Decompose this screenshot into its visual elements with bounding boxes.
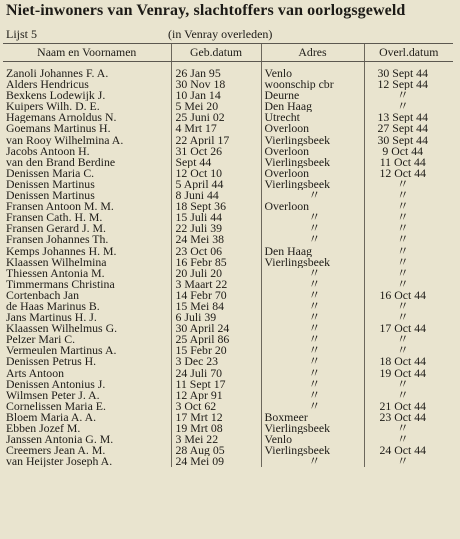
table-row — [3, 168, 453, 179]
cell-adres: 〃 — [261, 301, 364, 312]
table-row — [3, 412, 453, 423]
victims-table — [3, 43, 453, 467]
cell-overl-datum: 27 Sept 44 — [364, 123, 453, 134]
header-geb-datum: Geb.datum — [171, 44, 261, 62]
cell-adres: Deurne — [261, 90, 364, 101]
table-row — [3, 234, 453, 245]
cell-geb-datum: 30 Nov 18 — [171, 79, 261, 90]
cell-adres: Den Haag — [261, 246, 364, 257]
table-row — [3, 268, 453, 279]
cell-overl-datum: 23 Oct 44 — [364, 412, 453, 423]
cell-adres: Overloon — [261, 201, 364, 212]
cell-naam: Cornelissen Maria E. — [6, 400, 106, 412]
cell-naam: de Haas Marinus B. — [6, 300, 100, 313]
cell-geb-datum: 5 Mei 20 — [171, 101, 261, 112]
cell-adres: 〃 — [261, 279, 364, 290]
cell-adres: Boxmeer — [261, 412, 364, 423]
cell-adres: woonschip cbr — [261, 79, 364, 90]
table-row — [3, 279, 453, 290]
cell-naam: Zanoli Johannes F. A. — [6, 66, 109, 80]
cell-adres: 〃 — [261, 268, 364, 279]
cell-overl-datum: 〃 — [364, 456, 453, 467]
header-overl-datum: Overl.datum — [364, 44, 453, 62]
cell-naam: Fransen Gerard J. M. — [6, 223, 106, 235]
cell-adres: 〃 — [261, 401, 364, 412]
cell-naam: Fransen Cath. H. M. — [6, 212, 103, 224]
cell-geb-datum: 15 Mei 84 — [171, 301, 261, 312]
cell-naam: Wilmsen Peter J. A. — [6, 389, 100, 401]
table-row — [3, 179, 453, 190]
cell-naam: Janssen Antonia G. M. — [6, 434, 114, 446]
cell-naam: Denissen Martinus — [6, 190, 95, 202]
cell-adres: 〃 — [261, 334, 364, 345]
cell-geb-datum: 22 April 17 — [171, 135, 261, 146]
cell-naam: Timmermans Christina — [6, 278, 115, 290]
cell-naam: Goemans Martinus H. — [6, 123, 111, 135]
cell-overl-datum: 〃 — [364, 223, 453, 234]
header-adres: Adres — [261, 44, 364, 62]
cell-adres: 〃 — [261, 223, 364, 234]
table-row — [3, 301, 453, 312]
cell-overl-datum: 〃 — [364, 257, 453, 268]
cell-overl-datum: 〃 — [364, 179, 453, 190]
cell-geb-datum: 25 April 86 — [171, 334, 261, 345]
table-row — [3, 79, 453, 90]
header-naam: Naam en Voornamen — [3, 44, 171, 62]
cell-naam: van Rooy Wilhelmina A. — [6, 134, 124, 146]
cell-naam: Denissen Antonius J. — [6, 378, 106, 390]
page-subtitle: (in Venray overleden) — [168, 27, 273, 41]
cell-geb-datum: 24 Mei 38 — [171, 234, 261, 245]
cell-naam: Creemers Jean A. M. — [6, 445, 106, 457]
cell-overl-datum: 〃 — [364, 434, 453, 445]
cell-adres: 〃 — [261, 456, 364, 467]
cell-geb-datum: 20 Juli 20 — [171, 268, 261, 279]
cell-overl-datum: 30 Sept 44 — [364, 135, 453, 146]
cell-overl-datum: 〃 — [364, 190, 453, 201]
cell-adres: Vierlingsbeek — [261, 423, 364, 434]
cell-naam: Arts Antoon — [6, 367, 65, 379]
table-row — [3, 101, 453, 112]
table-row — [3, 334, 453, 345]
table-row — [3, 90, 453, 101]
cell-geb-datum: 17 Mrt 12 — [171, 412, 261, 423]
table-row — [3, 246, 453, 257]
list-number: Lijst 5 — [6, 27, 38, 41]
cell-adres: Utrecht — [261, 112, 364, 123]
cell-geb-datum: 30 April 24 — [171, 323, 261, 334]
cell-naam: van den Brand Berdine — [6, 156, 116, 168]
cell-adres: Venlo — [261, 434, 364, 445]
cell-geb-datum: 8 Juni 44 — [171, 190, 261, 201]
cell-adres: 〃 — [261, 290, 364, 301]
page-title: Niet-inwoners van Venray, slachtoffers van oorlogsgeweld — [6, 2, 406, 19]
cell-overl-datum: 〃 — [364, 246, 453, 257]
cell-adres: Den Haag — [261, 101, 364, 112]
table-row — [3, 434, 453, 445]
cell-overl-datum: 18 Oct 44 — [364, 356, 453, 367]
cell-naam: Cortenbach Jan — [6, 289, 80, 301]
cell-adres: 〃 — [261, 379, 364, 390]
cell-geb-datum: 4 Mrt 17 — [171, 123, 261, 134]
cell-geb-datum: 28 Aug 05 — [171, 445, 261, 456]
cell-adres: 〃 — [261, 312, 364, 323]
table-row — [3, 379, 453, 390]
cell-geb-datum: 31 Oct 26 — [171, 146, 261, 157]
cell-adres: Vierlingsbeek — [261, 179, 364, 190]
cell-overl-datum: 19 Oct 44 — [364, 368, 453, 379]
cell-geb-datum: 24 Mei 09 — [171, 456, 261, 467]
cell-geb-datum: 10 Jan 14 — [171, 90, 261, 101]
cell-geb-datum: Sept 44 — [171, 157, 261, 168]
table-row — [3, 112, 453, 123]
table-row — [3, 190, 453, 201]
cell-geb-datum: 16 Febr 85 — [171, 257, 261, 268]
cell-overl-datum: 〃 — [364, 234, 453, 245]
cell-geb-datum: 19 Mrt 08 — [171, 423, 261, 434]
cell-overl-datum: 30 Sept 44 — [364, 62, 453, 80]
cell-geb-datum: 26 Jan 95 — [171, 62, 261, 80]
table-row — [3, 423, 453, 434]
table-row — [3, 368, 453, 379]
table-row — [3, 390, 453, 401]
cell-adres: Overloon — [261, 146, 364, 157]
cell-geb-datum: 15 Febr 20 — [171, 345, 261, 356]
table-row — [3, 356, 453, 367]
table-row — [3, 345, 453, 356]
cell-adres: Venlo — [261, 62, 364, 80]
cell-geb-datum: 3 Dec 23 — [171, 356, 261, 367]
cell-geb-datum: 12 Apr 91 — [171, 390, 261, 401]
cell-adres: Overloon — [261, 123, 364, 134]
cell-overl-datum: 21 Oct 44 — [364, 401, 453, 412]
cell-naam: Jacobs Antoon H. — [6, 145, 90, 157]
cell-naam: Jans Martinus H. J. — [6, 312, 97, 324]
cell-naam: Fransen Johannes Th. — [6, 234, 109, 246]
cell-geb-datum: 22 Juli 39 — [171, 223, 261, 234]
table-row — [3, 135, 453, 146]
table-row — [3, 401, 453, 412]
cell-naam: Hagemans Arnoldus N. — [6, 112, 117, 124]
cell-overl-datum: 〃 — [364, 212, 453, 223]
cell-overl-datum: 〃 — [364, 279, 453, 290]
table-row — [3, 201, 453, 212]
cell-geb-datum: 15 Juli 44 — [171, 212, 261, 223]
cell-overl-datum: 16 Oct 44 — [364, 290, 453, 301]
cell-naam: Kuipers Wilh. D. E. — [6, 101, 100, 113]
cell-adres: 〃 — [261, 345, 364, 356]
cell-adres: 〃 — [261, 234, 364, 245]
cell-overl-datum: 〃 — [364, 312, 453, 323]
cell-adres: Vierlingsbeek — [261, 445, 364, 456]
cell-geb-datum: 14 Febr 70 — [171, 290, 261, 301]
cell-geb-datum: 3 Mei 22 — [171, 434, 261, 445]
cell-geb-datum: 11 Sept 17 — [171, 379, 261, 390]
cell-geb-datum: 18 Sept 36 — [171, 201, 261, 212]
cell-overl-datum: 〃 — [364, 334, 453, 345]
cell-naam: Pelzer Mari C. — [6, 334, 76, 346]
table-row — [3, 456, 453, 467]
cell-overl-datum: 12 Oct 44 — [364, 168, 453, 179]
cell-geb-datum: 3 Oct 62 — [171, 401, 261, 412]
cell-overl-datum: 〃 — [364, 423, 453, 434]
cell-adres: 〃 — [261, 368, 364, 379]
cell-adres: 〃 — [261, 190, 364, 201]
cell-adres: Vierlingsbeek — [261, 257, 364, 268]
cell-geb-datum: 3 Maart 22 — [171, 279, 261, 290]
table-row — [3, 290, 453, 301]
table-row — [3, 157, 453, 168]
cell-adres: 〃 — [261, 390, 364, 401]
cell-naam: Fransen Antoon M. M. — [6, 201, 114, 213]
cell-naam: Kemps Johannes H. M. — [6, 245, 117, 257]
cell-overl-datum: 〃 — [364, 268, 453, 279]
cell-overl-datum: 24 Oct 44 — [364, 445, 453, 456]
table-row — [3, 212, 453, 223]
cell-naam: Klaassen Wilhelmus G. — [6, 323, 118, 335]
cell-adres: 〃 — [261, 323, 364, 334]
table-header-row — [3, 44, 453, 62]
table-row — [3, 123, 453, 134]
cell-naam: Bloem Maria A. A. — [6, 411, 97, 423]
table-row — [3, 146, 453, 157]
table-row — [3, 312, 453, 323]
cell-overl-datum: 〃 — [364, 101, 453, 112]
table-row — [3, 223, 453, 234]
cell-naam: Ebben Jozef M. — [6, 423, 81, 435]
cell-naam: van Heijster Joseph A. — [6, 456, 113, 468]
cell-geb-datum: 12 Oct 10 — [171, 168, 261, 179]
table-row — [3, 323, 453, 334]
cell-overl-datum: 12 Sept 44 — [364, 79, 453, 90]
table-body — [3, 62, 453, 468]
cell-adres: Vierlingsbeek — [261, 135, 364, 146]
cell-overl-datum: 〃 — [364, 301, 453, 312]
cell-geb-datum: 6 Juli 39 — [171, 312, 261, 323]
cell-adres: 〃 — [261, 356, 364, 367]
cell-overl-datum: 〃 — [364, 90, 453, 101]
cell-adres: 〃 — [261, 212, 364, 223]
cell-naam: Alders Hendricus — [6, 79, 89, 91]
cell-overl-datum: 11 Oct 44 — [364, 157, 453, 168]
cell-naam: Denissen Maria C. — [6, 167, 95, 179]
cell-overl-datum: 9 Oct 44 — [364, 146, 453, 157]
table-row — [3, 257, 453, 268]
cell-naam: Thiessen Antonia M. — [6, 267, 105, 279]
cell-overl-datum: 〃 — [364, 345, 453, 356]
cell-naam: Bexkens Lodewijk J. — [6, 90, 106, 102]
cell-naam: Denissen Petrus H. — [6, 356, 97, 368]
table-row — [3, 445, 453, 456]
cell-geb-datum: 24 Juli 70 — [171, 368, 261, 379]
cell-geb-datum: 23 Oct 06 — [171, 246, 261, 257]
cell-overl-datum: 〃 — [364, 390, 453, 401]
cell-overl-datum: 〃 — [364, 379, 453, 390]
cell-naam: Klaassen Wilhelmina — [6, 256, 107, 268]
cell-geb-datum: 25 Juni 02 — [171, 112, 261, 123]
cell-overl-datum: 13 Sept 44 — [364, 112, 453, 123]
cell-naam: Denissen Martinus — [6, 178, 95, 191]
cell-naam: Vermeulen Martinus A. — [6, 345, 117, 357]
cell-adres: Overloon — [261, 168, 364, 179]
cell-geb-datum: 5 April 44 — [171, 179, 261, 190]
table-row — [3, 62, 453, 80]
cell-overl-datum: 〃 — [364, 201, 453, 212]
cell-overl-datum: 17 Oct 44 — [364, 323, 453, 334]
cell-adres: Vierlingsbeek — [261, 157, 364, 168]
